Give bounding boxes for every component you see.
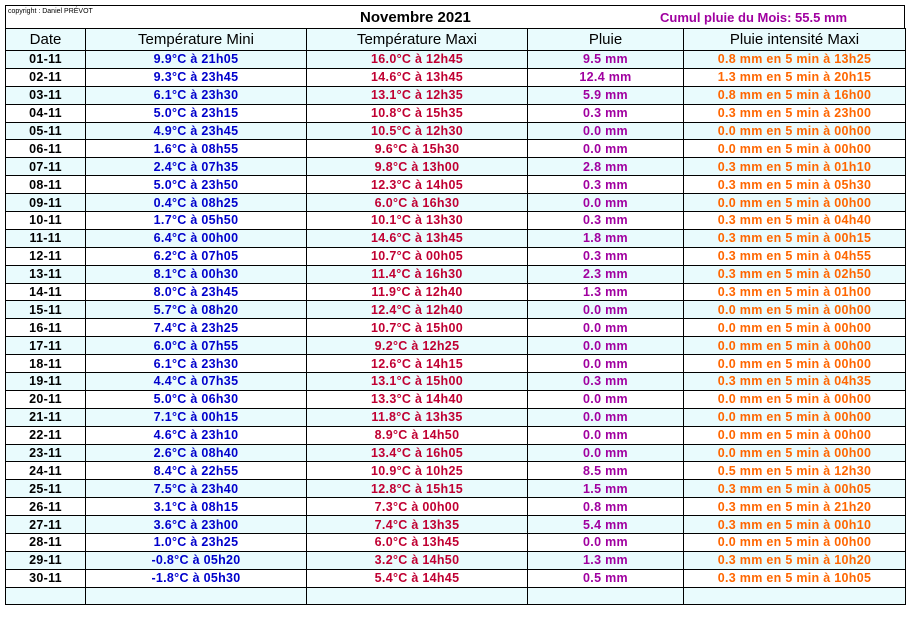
rain-intensity-cell: 0.3 mm en 5 min à 00h10 [684,516,906,534]
temp-max-cell: 10.1°C à 13h30 [307,212,528,230]
rain-intensity-cell: 0.3 mm en 5 min à 23h00 [684,104,906,122]
rain-intensity-cell: 0.3 mm en 5 min à 05h30 [684,176,906,194]
rain-intensity-cell: 0.3 mm en 5 min à 04h35 [684,373,906,391]
table-row [6,426,906,444]
temp-min-cell: 8.4°C à 22h55 [86,462,307,480]
table-row [6,444,906,462]
date-cell: 12-11 [6,247,86,265]
rain-intensity-cell: 0.0 mm en 5 min à 00h00 [684,194,906,212]
rain-intensity-cell: 0.0 mm en 5 min à 00h00 [684,301,906,319]
date-cell: 25-11 [6,480,86,498]
table-row [6,229,906,247]
temp-min-cell: 7.4°C à 23h25 [86,319,307,337]
date-cell: 07-11 [6,158,86,176]
table-row [6,373,906,391]
monthly-rain-total: Cumul pluie du Mois: 55.5 mm [660,10,848,25]
table-row [6,319,906,337]
table-row [6,355,906,373]
rain-cell: 0.0 mm [528,122,684,140]
temp-max-cell: 9.8°C à 13h00 [307,158,528,176]
table-row [6,51,906,69]
rain-intensity-cell: 0.3 mm en 5 min à 00h05 [684,480,906,498]
date-cell: 18-11 [6,355,86,373]
temp-max-cell: 10.7°C à 00h05 [307,247,528,265]
rain-cell: 0.0 mm [528,355,684,373]
temp-max-cell: 8.9°C à 14h50 [307,426,528,444]
table-row [6,498,906,516]
rain-intensity-cell: 0.0 mm en 5 min à 00h00 [684,319,906,337]
empty-cell [307,587,528,604]
rain-cell: 0.0 mm [528,444,684,462]
temp-min-cell: 7.1°C à 00h15 [86,408,307,426]
empty-cell [684,587,906,604]
temp-max-cell: 9.2°C à 12h25 [307,337,528,355]
temp-min-cell: 6.4°C à 00h00 [86,229,307,247]
date-cell: 27-11 [6,516,86,534]
rain-cell: 0.0 mm [528,426,684,444]
table-row [6,569,906,587]
date-cell: 14-11 [6,283,86,301]
temp-min-cell: 9.3°C à 23h45 [86,68,307,86]
table-row [6,68,906,86]
date-cell: 20-11 [6,390,86,408]
temp-min-cell: 5.0°C à 06h30 [86,390,307,408]
temp-min-cell: 9.9°C à 21h05 [86,51,307,69]
rain-cell: 1.3 mm [528,551,684,569]
table-row [6,534,906,552]
table-row [6,301,906,319]
date-cell: 10-11 [6,212,86,230]
rain-cell: 0.8 mm [528,498,684,516]
temp-min-cell: 5.0°C à 23h50 [86,176,307,194]
table-row [6,140,906,158]
rain-cell: 2.8 mm [528,158,684,176]
rain-intensity-cell: 0.3 mm en 5 min à 10h20 [684,551,906,569]
rain-cell: 0.0 mm [528,337,684,355]
rain-cell: 0.3 mm [528,247,684,265]
temp-min-cell: 5.7°C à 08h20 [86,301,307,319]
rain-cell: 2.3 mm [528,265,684,283]
temp-max-cell: 13.4°C à 16h05 [307,444,528,462]
temp-max-cell: 7.3°C à 00h00 [307,498,528,516]
temp-max-cell: 11.9°C à 12h40 [307,283,528,301]
empty-cell [6,587,86,604]
temp-min-cell: 2.6°C à 08h40 [86,444,307,462]
table-row [6,265,906,283]
column-header-rain: Pluie [528,29,684,51]
column-header-date: Date [6,29,86,51]
date-cell: 06-11 [6,140,86,158]
rain-intensity-cell: 0.0 mm en 5 min à 00h00 [684,534,906,552]
temp-max-cell: 14.6°C à 13h45 [307,229,528,247]
rain-cell: 1.8 mm [528,229,684,247]
rain-intensity-cell: 0.0 mm en 5 min à 00h00 [684,444,906,462]
temp-min-cell: 1.0°C à 23h25 [86,534,307,552]
temp-min-cell: 1.6°C à 08h55 [86,140,307,158]
temp-max-cell: 13.1°C à 15h00 [307,373,528,391]
temp-max-cell: 10.7°C à 15h00 [307,319,528,337]
rain-cell: 0.0 mm [528,140,684,158]
date-cell: 22-11 [6,426,86,444]
temp-max-cell: 12.4°C à 12h40 [307,301,528,319]
rain-intensity-cell: 0.0 mm en 5 min à 00h00 [684,390,906,408]
table-row [6,86,906,104]
temp-max-cell: 16.0°C à 12h45 [307,51,528,69]
rain-cell: 5.4 mm [528,516,684,534]
rain-cell: 0.0 mm [528,194,684,212]
temp-max-cell: 10.5°C à 12h30 [307,122,528,140]
rain-cell: 0.0 mm [528,390,684,408]
temp-min-cell: 3.6°C à 23h00 [86,516,307,534]
temp-min-cell: 8.1°C à 00h30 [86,265,307,283]
table-row [6,158,906,176]
temp-min-cell: 3.1°C à 08h15 [86,498,307,516]
date-cell: 15-11 [6,301,86,319]
temp-max-cell: 12.3°C à 14h05 [307,176,528,194]
temp-max-cell: 13.3°C à 14h40 [307,390,528,408]
temp-max-cell: 3.2°C à 14h50 [307,551,528,569]
temp-min-cell: 6.1°C à 23h30 [86,355,307,373]
rain-intensity-cell: 0.3 mm en 5 min à 01h10 [684,158,906,176]
temp-min-cell: 0.4°C à 08h25 [86,194,307,212]
rain-cell: 9.5 mm [528,51,684,69]
temp-min-cell: -0.8°C à 05h20 [86,551,307,569]
rain-intensity-cell: 0.0 mm en 5 min à 00h00 [684,140,906,158]
temp-min-cell: 6.1°C à 23h30 [86,86,307,104]
rain-intensity-cell: 0.0 mm en 5 min à 00h00 [684,408,906,426]
rain-intensity-cell: 0.3 mm en 5 min à 01h00 [684,283,906,301]
rain-intensity-cell: 0.3 mm en 5 min à 10h05 [684,569,906,587]
temp-min-cell: 6.2°C à 07h05 [86,247,307,265]
rain-cell: 8.5 mm [528,462,684,480]
rain-intensity-cell: 0.0 mm en 5 min à 00h00 [684,355,906,373]
date-cell: 05-11 [6,122,86,140]
date-cell: 21-11 [6,408,86,426]
rain-cell: 12.4 mm [528,68,684,86]
table-body [6,51,906,605]
table-row [6,480,906,498]
temp-max-cell: 6.0°C à 13h45 [307,534,528,552]
temp-max-cell: 12.8°C à 15h15 [307,480,528,498]
table-header-row [6,29,906,51]
table-row [6,408,906,426]
empty-cell [86,587,307,604]
temp-min-cell: 6.0°C à 07h55 [86,337,307,355]
date-cell: 17-11 [6,337,86,355]
empty-row [6,587,906,604]
temp-max-cell: 14.6°C à 13h45 [307,68,528,86]
rain-cell: 0.3 mm [528,373,684,391]
temp-max-cell: 10.8°C à 15h35 [307,104,528,122]
rain-intensity-cell: 1.3 mm en 5 min à 20h15 [684,68,906,86]
rain-cell: 0.3 mm [528,104,684,122]
date-cell: 08-11 [6,176,86,194]
rain-cell: 1.3 mm [528,283,684,301]
table-row [6,516,906,534]
temp-min-cell: 5.0°C à 23h15 [86,104,307,122]
date-cell: 11-11 [6,229,86,247]
temp-min-cell: 4.9°C à 23h45 [86,122,307,140]
rain-cell: 0.5 mm [528,569,684,587]
rain-cell: 0.3 mm [528,212,684,230]
temp-max-cell: 6.0°C à 16h30 [307,194,528,212]
weather-table [5,28,906,605]
temp-min-cell: 4.6°C à 23h10 [86,426,307,444]
table-row [6,122,906,140]
temp-min-cell: 2.4°C à 07h35 [86,158,307,176]
column-header-temp-min: Température Mini [86,29,307,51]
temp-min-cell: 8.0°C à 23h45 [86,283,307,301]
rain-cell: 0.0 mm [528,534,684,552]
date-cell: 30-11 [6,569,86,587]
rain-intensity-cell: 0.3 mm en 5 min à 21h20 [684,498,906,516]
rain-cell: 0.0 mm [528,301,684,319]
rain-intensity-cell: 0.8 mm en 5 min à 16h00 [684,86,906,104]
temp-max-cell: 12.6°C à 14h15 [307,355,528,373]
table-row [6,176,906,194]
temp-max-cell: 13.1°C à 12h35 [307,86,528,104]
page-title: Novembre 2021 [360,9,471,26]
empty-cell [528,587,684,604]
temp-max-cell: 11.4°C à 16h30 [307,265,528,283]
table-row [6,247,906,265]
date-cell: 19-11 [6,373,86,391]
table-row [6,283,906,301]
temp-min-cell: 1.7°C à 05h50 [86,212,307,230]
table-row [6,551,906,569]
rain-intensity-cell: 0.3 mm en 5 min à 00h15 [684,229,906,247]
rain-intensity-cell: 0.3 mm en 5 min à 02h50 [684,265,906,283]
date-cell: 28-11 [6,534,86,552]
table-row [6,390,906,408]
rain-intensity-cell: 0.0 mm en 5 min à 00h00 [684,426,906,444]
temp-max-cell: 5.4°C à 14h45 [307,569,528,587]
rain-cell: 1.5 mm [528,480,684,498]
temp-max-cell: 11.8°C à 13h35 [307,408,528,426]
table-row [6,104,906,122]
date-cell: 16-11 [6,319,86,337]
temp-min-cell: -1.8°C à 05h30 [86,569,307,587]
rain-intensity-cell: 0.3 mm en 5 min à 04h55 [684,247,906,265]
date-cell: 24-11 [6,462,86,480]
temp-min-cell: 7.5°C à 23h40 [86,480,307,498]
rain-intensity-cell: 0.0 mm en 5 min à 00h00 [684,337,906,355]
date-cell: 26-11 [6,498,86,516]
rain-cell: 0.0 mm [528,408,684,426]
date-cell: 03-11 [6,86,86,104]
date-cell: 23-11 [6,444,86,462]
table-row [6,337,906,355]
temp-max-cell: 10.9°C à 10h25 [307,462,528,480]
rain-intensity-cell: 0.3 mm en 5 min à 04h40 [684,212,906,230]
column-header-temp-max: Température Maxi [307,29,528,51]
date-cell: 01-11 [6,51,86,69]
rain-intensity-cell: 0.0 mm en 5 min à 00h00 [684,122,906,140]
copyright-notice: copyright : Daniel PRÉVOT [8,8,93,15]
rain-cell: 5.9 mm [528,86,684,104]
rain-cell: 0.0 mm [528,319,684,337]
temp-max-cell: 9.6°C à 15h30 [307,140,528,158]
rain-intensity-cell: 0.5 mm en 5 min à 12h30 [684,462,906,480]
date-cell: 29-11 [6,551,86,569]
temp-max-cell: 7.4°C à 13h35 [307,516,528,534]
rain-cell: 0.3 mm [528,176,684,194]
table-row [6,194,906,212]
date-cell: 13-11 [6,265,86,283]
column-header-rain-intensity: Pluie intensité Maxi [684,29,906,51]
table-row [6,212,906,230]
date-cell: 02-11 [6,68,86,86]
date-cell: 04-11 [6,104,86,122]
date-cell: 09-11 [6,194,86,212]
temp-min-cell: 4.4°C à 07h35 [86,373,307,391]
table-row [6,462,906,480]
rain-intensity-cell: 0.8 mm en 5 min à 13h25 [684,51,906,69]
